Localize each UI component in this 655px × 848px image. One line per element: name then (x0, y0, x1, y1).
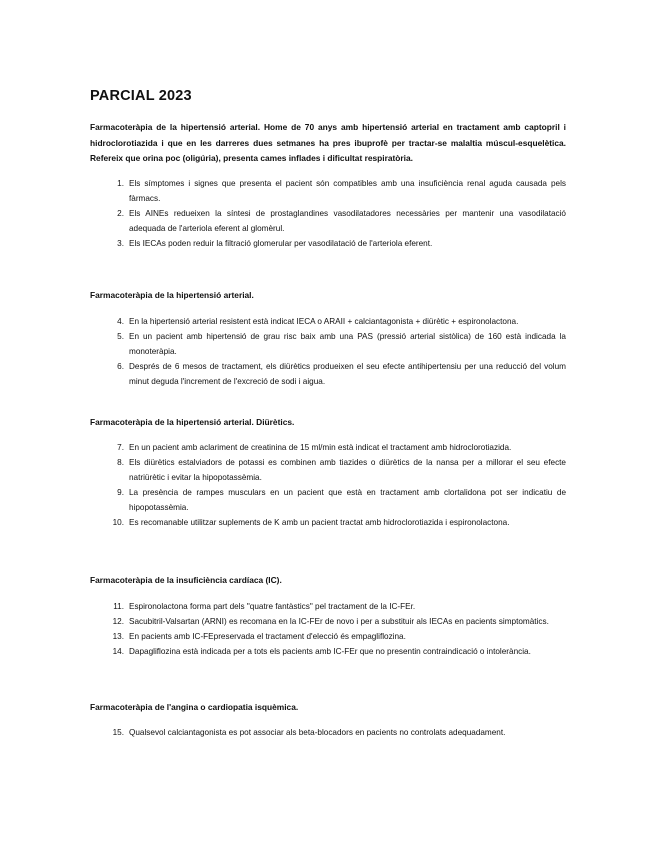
question-number: 14. (112, 647, 124, 657)
question-item (90, 455, 566, 485)
question-number: 13. (112, 632, 124, 642)
question-item (90, 236, 566, 251)
question-number: 3. (117, 239, 124, 249)
question-text: Els diürètics estalviadors de potassi es combinen amb tiazides o diürètics de la nansa per a millorar el seu efecte natriürètic i evitar la hipopotassèmia. (129, 458, 566, 483)
question-text: Sacubitril-Valsartan (ARNI) es recomana en la IC-FEr de novo i per a substituir als IECAs en pacients simptomàtics. (129, 617, 549, 627)
question-text: Es recomanable utilitzar suplements de K amb un pacient tractat amb hidroclorotiazida i espironolactona. (129, 518, 510, 528)
question-text: En un pacient amb aclariment de creatinina de 15 ml/min està indicat el tractament amb hidroclorotiazida. (129, 443, 512, 452)
question-text: Després de 6 mesos de tractament, els diürètics produeixen el seu efecte antihipertensiu per una reducció del volum minut deguda l'increment de l'excreció de sodi i aigua. (129, 362, 566, 387)
section-heading: Farmacoteràpia de la hipertensió arterial. (90, 290, 254, 300)
question-number: 5. (117, 332, 124, 342)
question-text: Els símptomes i signes que presenta el pacient són compatibles amb una insuficiència renal aguda causada pels fàrmacs. (129, 179, 566, 204)
document-title: PARCIAL 2023 (90, 88, 192, 104)
question-number: 15. (112, 728, 124, 737)
question-number: 2. (117, 209, 124, 219)
question-list-3 (90, 440, 566, 531)
question-list-1 (90, 176, 566, 251)
question-item (90, 644, 566, 659)
question-text: Els AINEs redueixen la síntesi de prostaglandines vasodilatadores necessàries per mantenir una vasodilatació adequada de l'arteriola eferent al glomèrul. (129, 209, 566, 234)
question-item (90, 176, 566, 206)
section-heading: Farmacoteràpia de l'angina o cardiopatia isquèmica. (90, 702, 299, 712)
question-number: 9. (117, 488, 124, 498)
question-number: 7. (117, 443, 124, 452)
question-text: Espironolactona forma part dels "quatre fantàstics" pel tractament de la IC-FEr. (129, 602, 416, 611)
question-text: Dapagliflozina està indicada per a tots els pacients amb IC-FEr que no presentin contraindicació o intolerància. (129, 647, 531, 657)
question-text: En un pacient amb hipertensió de grau risc baix amb una PAS (pressió arterial sistòlica) de 160 està indicada la monoteràpia. (129, 332, 566, 357)
case-intro: Farmacoteràpia de la hipertensió arterial. Home de 70 anys amb hipertensió arterial en tractament amb captopril i hidroclorotiazida i que en les darreres dues setmanes ha pres ibuprofè per tractar-se malaltia múscul-esquelètica. Refereix que orina poc (oligúria), presenta cames inflades i dificultat respiratòria. (90, 122, 566, 163)
question-item (90, 314, 566, 329)
question-item (90, 329, 566, 359)
question-number: 4. (117, 317, 124, 326)
question-number: 8. (117, 458, 124, 468)
question-number: 1. (117, 179, 124, 188)
question-text: Els IECAs poden reduir la filtració glomerular per vasodilatació de l'arteriola eferent. (129, 239, 433, 249)
question-number: 10. (112, 518, 124, 528)
question-number: 6. (117, 362, 124, 372)
question-text: La presència de rampes musculars en un pacient que està en tractament amb clortalidona pot ser indicatiu de hipopotassèmia. (129, 488, 566, 513)
question-item (90, 725, 566, 740)
section-heading: Farmacoteràpia de la hipertensió arterial. Diürètics. (90, 417, 295, 427)
question-text: En la hipertensió arterial resistent està indicat IECA o ARAII + calciantagonista + diürètic + espironolactona. (129, 317, 519, 326)
question-number: 12. (112, 617, 124, 627)
question-list-5 (90, 725, 566, 740)
question-list-4 (90, 599, 566, 659)
question-text: Qualsevol calciantagonista es pot associar als beta-blocadors en pacients no controlats adequadament. (129, 728, 506, 737)
question-item (90, 614, 566, 629)
question-number: 11. (113, 602, 124, 611)
question-item (90, 440, 566, 455)
question-item (90, 206, 566, 236)
section-heading: Farmacoteràpia de la insuficiència cardíaca (IC). (90, 575, 282, 585)
question-item (90, 485, 566, 515)
question-item (90, 629, 566, 644)
question-item (90, 599, 566, 614)
question-list-2 (90, 314, 566, 389)
question-item (90, 359, 566, 389)
question-text: En pacients amb IC-FEpreservada el tractament d'elecció és empagliflozina. (129, 632, 406, 642)
question-item (90, 515, 566, 530)
